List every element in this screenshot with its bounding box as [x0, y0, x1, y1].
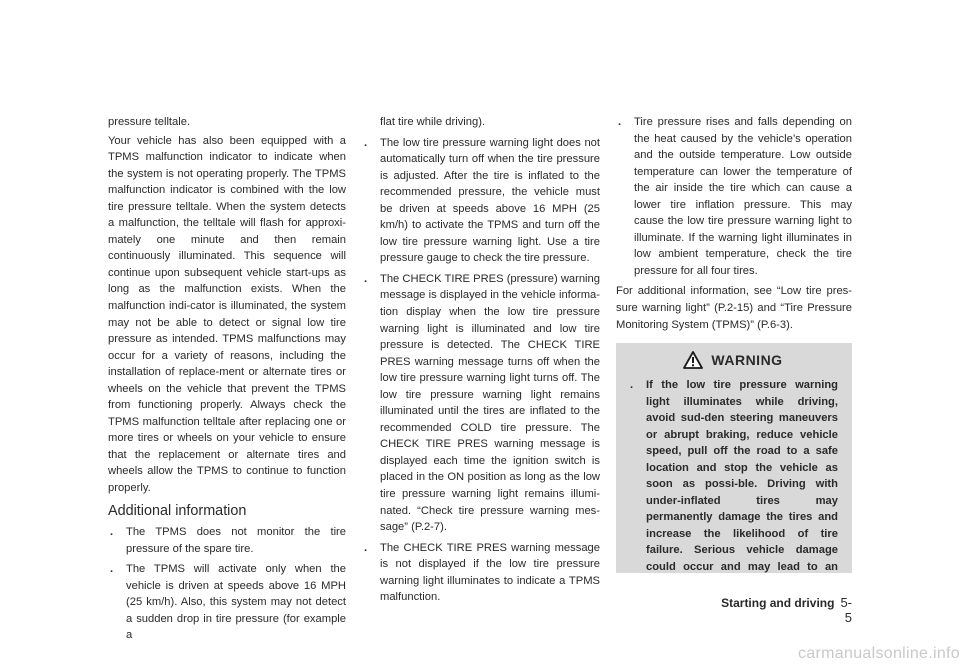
bullet-text: The low tire pressure warning light does not automatically turn off when the tire pressure is adjusted. After the tire is inflated to the recommended pressure, the vehicle must be driven at speeds above 16 MPH (25 km/h) to activate the TPMS and turn off the low tire pressure warning light. Use a tire pressure gauge to check the tire pressure. [380, 136, 600, 265]
warning-list-item [628, 377, 838, 573]
heading-additional-information: Additional information [108, 502, 247, 519]
bullet-continuation: flat tire while driving). [380, 116, 486, 128]
list-item [362, 271, 600, 536]
list-item [362, 135, 600, 267]
page-number: 5-5 [840, 595, 852, 625]
bullet-text: The CHECK TIRE PRES warning message is not displayed if the low tire pressure warning light illuminates to indicate a TPMS malfunction. [380, 541, 600, 604]
column-2 [362, 114, 600, 610]
bullet-marker: . [618, 116, 622, 128]
bullet-marker: . [364, 136, 368, 149]
watermark: carmanualsonline.info [798, 645, 960, 662]
warning-box [616, 343, 852, 573]
bullet-marker: . [630, 379, 634, 392]
list-item [616, 114, 852, 279]
list-item [362, 540, 600, 606]
warning-label: WARNING [711, 351, 783, 368]
column-1 [108, 114, 346, 648]
list-item [108, 561, 346, 644]
bullet-marker: . [110, 563, 114, 576]
bullet-text: The CHECK TIRE PRES (pressure) warning message is displayed in the vehicle informa-tion display when the low tire pressure warning light is illuminated and low tire pressure is detected. The CHECK TIRE PRES warning message turns off when the low tire pressure warning light turns off. The low tire pressure warning light remains illuminated until the tires are inflated to the recommended COLD tire pressure. The CHECK TIRE PRES warning message is displayed each time the ignition switch is placed in the ON position as long as the low tire pressure warning light remains illumi-nated. “Check tire pressure warning mes-sage” (P.2-7). [380, 272, 600, 534]
bullet-marker: . [110, 526, 114, 539]
paragraph-tpms-malfunction: Your vehicle has also been equipped with a TPMS malfunction indicator to indicate when the system is not operating properly. The TPMS malfunction indicator is combined with the low tire pressure telltale. When the system detects a malfunction, the telltale will flash for approxi-mately one minute and then remain continuously illuminated. This sequence will continue upon subsequent vehicle start-ups as long as the malfunction exists. When the malfunction indi-cator is illuminated, the system may not be able to detect or signal low tire pressure as intended. TPMS malfunctions may occur for a variety of reasons, including the installation of replace-ment or alternate tires or wheels on the vehicle that prevent the TPMS from functioning properly. Always check the TPMS malfunction telltale after replacing one or more tires or wheels on your vehicle to ensure that the replacement or alternate tires and wheels allow the TPMS to continue to function properly. [108, 134, 346, 495]
warning-text: If the low tire pressure warning light illuminates while driving, avoid sud-den steering maneuvers or abrupt braking, reduce vehicle speed, pull off the road to a safe location and stop the vehicle as soon as possi-ble. Driving with under-inflated tires may permanently damage the tires and increase the likelihood of tire failure. Serious vehicle damage could occur and may lead to an [646, 379, 838, 573]
bullet-text: Tire pressure rises and falls depending on the heat caused by the vehicle’s operation and the outside temperature. Low outside temperature can lower the temperature of the air inside the tire which can cause a lower tire inflation pressure. This may cause the low tire pressure warning light to illuminate. If the warning light illuminates in low ambient temperature, check the tire pressure for all four tires. [634, 116, 852, 277]
list-item [108, 524, 346, 557]
warning-header [628, 351, 838, 369]
page-footer [720, 595, 852, 625]
bullet-text: The TPMS does not monitor the tire pressure of the spare tire. [126, 526, 346, 555]
bullet-text: The TPMS will activate only when the vehicle is driven at speeds above 16 MPH (25 km/h). Also, this system may not detect a sudden drop in tire pressure (for example a [126, 563, 346, 642]
bullet-marker: . [364, 541, 368, 554]
bullet-marker: . [364, 272, 368, 285]
column-3 [616, 114, 852, 573]
warning-triangle-icon [683, 351, 703, 369]
section-name: Starting and driving [721, 596, 835, 610]
paragraph-additional-info-refs: For additional information, see “Low tire pres-sure warning light” (P.2-15) and “Tire Pressure Monitoring System (TPMS)” (P.6-3). [616, 285, 852, 331]
paragraph-continuation: pressure telltale. [108, 116, 191, 128]
